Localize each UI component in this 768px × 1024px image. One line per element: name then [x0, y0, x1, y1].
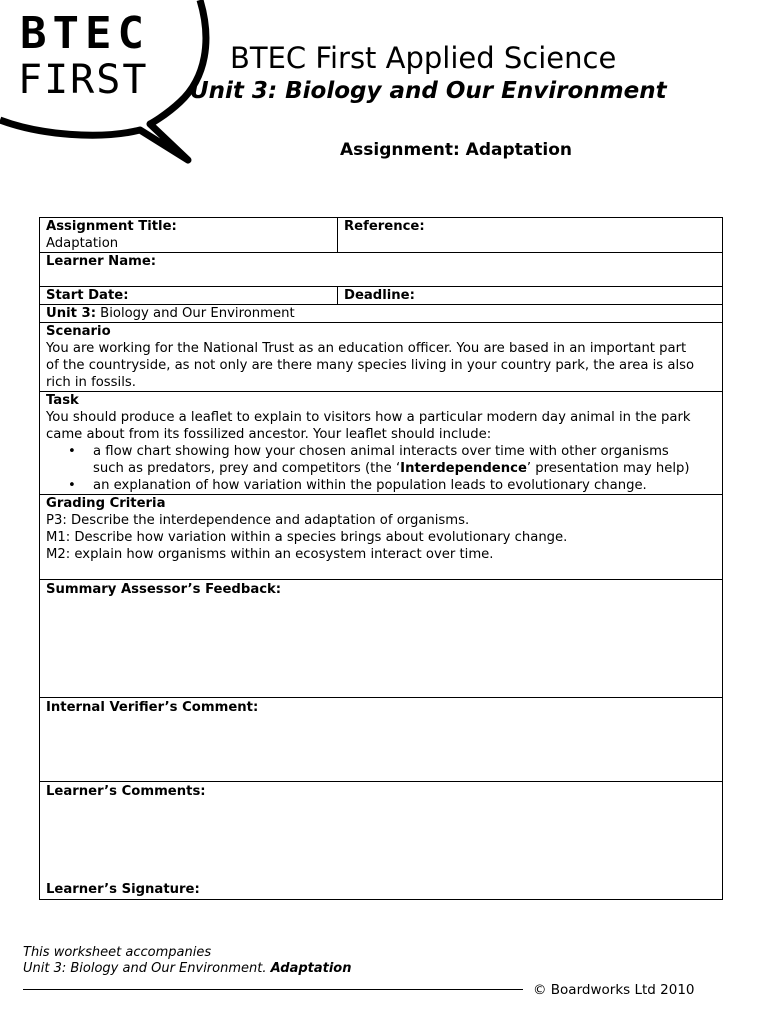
interdependence-emphasis: Interdependence — [400, 461, 527, 476]
assignment-title-value: Adaptation — [46, 236, 119, 251]
task-bullet-text: ’ presentation may help) — [526, 461, 690, 476]
task-line: You should produce a leaflet to explain to visitors how a particular modern day animal in the park — [46, 410, 691, 425]
verifier-comment-row — [40, 698, 723, 782]
learner-comments-row — [40, 782, 723, 900]
footer-topic-text: Adaptation — [270, 961, 352, 976]
start-date-label: Start Date: — [46, 288, 129, 303]
scenario-cell — [40, 323, 723, 392]
reference-cell — [338, 218, 723, 253]
learner-comments-area — [46, 783, 716, 899]
assessor-feedback-label: Summary Assessor’s Feedback: — [46, 582, 282, 597]
task-bullet-list — [46, 443, 716, 494]
unit-label: Unit 3: — [46, 306, 96, 321]
task-bullet-text: • an explanation of how variation within the population leads to evolutionary change. — [93, 478, 647, 493]
scenario-row — [40, 323, 723, 392]
task-bullet-continuation — [93, 460, 716, 477]
reference-label: Reference: — [344, 219, 425, 234]
scenario-line: You are working for the National Trust as an education officer. You are based in an important part — [46, 341, 687, 356]
scenario-line: rich in fossils. — [46, 375, 136, 390]
grading-criterion: P3: Describe the interdependence and adaptation of organisms. — [46, 513, 470, 528]
learner-comments-label: Learner’s Comments: — [46, 784, 206, 799]
verifier-comment-label: Internal Verifier’s Comment: — [46, 700, 259, 715]
footer-unit-text: Unit 3: Biology and Our Environment. — [23, 961, 271, 976]
dates-row — [40, 287, 723, 305]
learner-signature-label: Learner’s Signature: — [46, 882, 200, 897]
grading-criteria-label: Grading Criteria — [46, 496, 166, 511]
scenario-label: Scenario — [46, 324, 111, 339]
task-bullet-text: • a flow chart showing how your chosen animal interacts over time with other organisms — [93, 444, 669, 459]
assessor-feedback-cell — [40, 580, 723, 698]
assignment-form-table — [39, 217, 723, 900]
learner-comments-cell — [40, 782, 723, 900]
task-row — [40, 392, 723, 495]
document-subtitle — [190, 76, 698, 106]
logo-text-first: FIRST — [18, 57, 149, 103]
task-label: Task — [46, 393, 79, 408]
unit-subtitle-text: Unit 3: Biology and Our Environment — [190, 78, 667, 104]
footer-divider — [23, 989, 523, 990]
assessor-feedback-row — [40, 580, 723, 698]
task-cell — [40, 392, 723, 495]
task-line: came about from its fossilized ancestor. Your leaflet should include: — [46, 427, 492, 442]
grading-criterion: M2: explain how organisms within an ecosystem interact over time. — [46, 547, 494, 562]
grading-cell — [40, 495, 723, 580]
document-title: BTEC First Applied Science — [230, 41, 617, 75]
footer-note — [23, 945, 352, 977]
grading-row — [40, 495, 723, 580]
unit-value: Biology and Our Environment — [100, 306, 295, 321]
footer-note-line: This worksheet accompanies — [23, 945, 212, 960]
start-date-cell — [40, 287, 338, 305]
task-bullet-text: such as predators, prey and competitors (the ‘ — [93, 461, 401, 476]
footer-note-line — [23, 961, 352, 977]
assignment-title-label: Assignment Title: — [46, 219, 177, 234]
task-bullet-item — [93, 477, 716, 494]
logo-text-btec: BTEC — [20, 8, 150, 59]
assignment-title-cell — [40, 218, 338, 253]
verifier-comment-cell — [40, 698, 723, 782]
title-reference-row — [40, 218, 723, 253]
deadline-label: Deadline: — [344, 288, 415, 303]
unit-row — [40, 305, 723, 323]
task-bullet-item — [93, 443, 716, 477]
learner-name-cell — [40, 253, 723, 287]
learner-name-row — [40, 253, 723, 287]
learner-name-label: Learner Name: — [46, 254, 157, 269]
copyright-notice: © Boardworks Ltd 2010 — [533, 982, 695, 998]
unit-cell — [40, 305, 723, 323]
scenario-line: of the countryside, as not only are there many species living in your country park, the area is also — [46, 358, 695, 373]
grading-criterion: M1: Describe how variation within a species brings about evolutionary change. — [46, 530, 568, 545]
deadline-cell — [338, 287, 723, 305]
assignment-heading: Assignment: Adaptation — [340, 140, 572, 160]
